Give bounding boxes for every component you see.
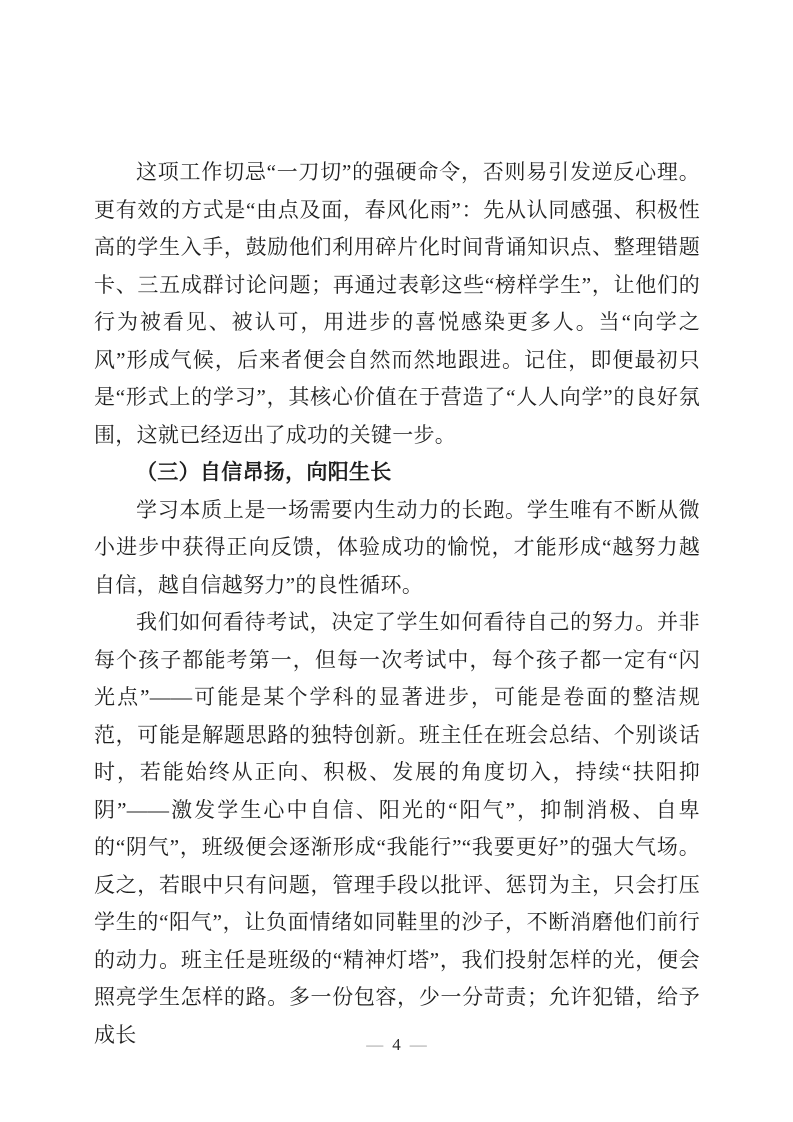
page-number: 4	[392, 1035, 401, 1054]
document-body	[94, 154, 700, 1054]
footer-right-dash: —	[409, 1035, 427, 1054]
paragraph-work-approach: 这项工作切忌“一刀切”的强硬命令，否则易引发逆反心理。更有效的方式是“由点及面，春风化雨”：先从认同感强、积极性高的学生入手，鼓励他们利用碎片化时间背诵知识点、整理错题卡、三五成群讨论问题；再通过表彰这些“榜样学生”，让他们的行为被看见、被认可，用进步的喜悦感染更多人。当“向学之风”形成气候，后来者便会自然而然地跟进。记住，即便最初只是“形式上的学习”，其核心价值在于营造了“人人向学”的良好氛围，这就已经迈出了成功的关键一步。	[94, 160, 700, 447]
page-footer	[0, 1034, 793, 1056]
paragraph-exam-perspective: 我们如何看待考试，决定了学生如何看待自己的努力。并非每个孩子都能考第一，但每一次考试中，每个孩子都一定有“闪光点”——可能是某个学科的显著进步，可能是卷面的整洁规范，可能是解题思路的独特创新。班主任在班会总结、个别谈话时，若能始终从正向、积极、发展的角度切入，持续“扶阳抑阴”——激发学生心中自信、阳光的“阳气”，抑制消极、自卑的“阴气”，班级便会逐渐形成“我能行”“我要更好”的强大气场。反之，若眼中只有问题，管理手段以批评、惩罚为主，只会打压学生的“阳气”，让负面情绪如同鞋里的沙子，不断消磨他们前行的动力。班主任是班级的“精神灯塔”，我们投射怎样的光，便会照亮学生怎样的路。多一份包容，少一分苛责；允许犯错，给予成长	[94, 610, 700, 1047]
footer-left-dash: —	[366, 1035, 384, 1054]
section-heading-confidence: （三）自信昂扬，向阳生长	[136, 460, 392, 484]
paragraph-learning-motivation: 学习本质上是一场需要内生动力的长跑。学生唯有不断从微小进步中获得正向反馈，体验成功的愉悦，才能形成“越努力越自信，越自信越努力”的良性循环。	[94, 497, 700, 597]
